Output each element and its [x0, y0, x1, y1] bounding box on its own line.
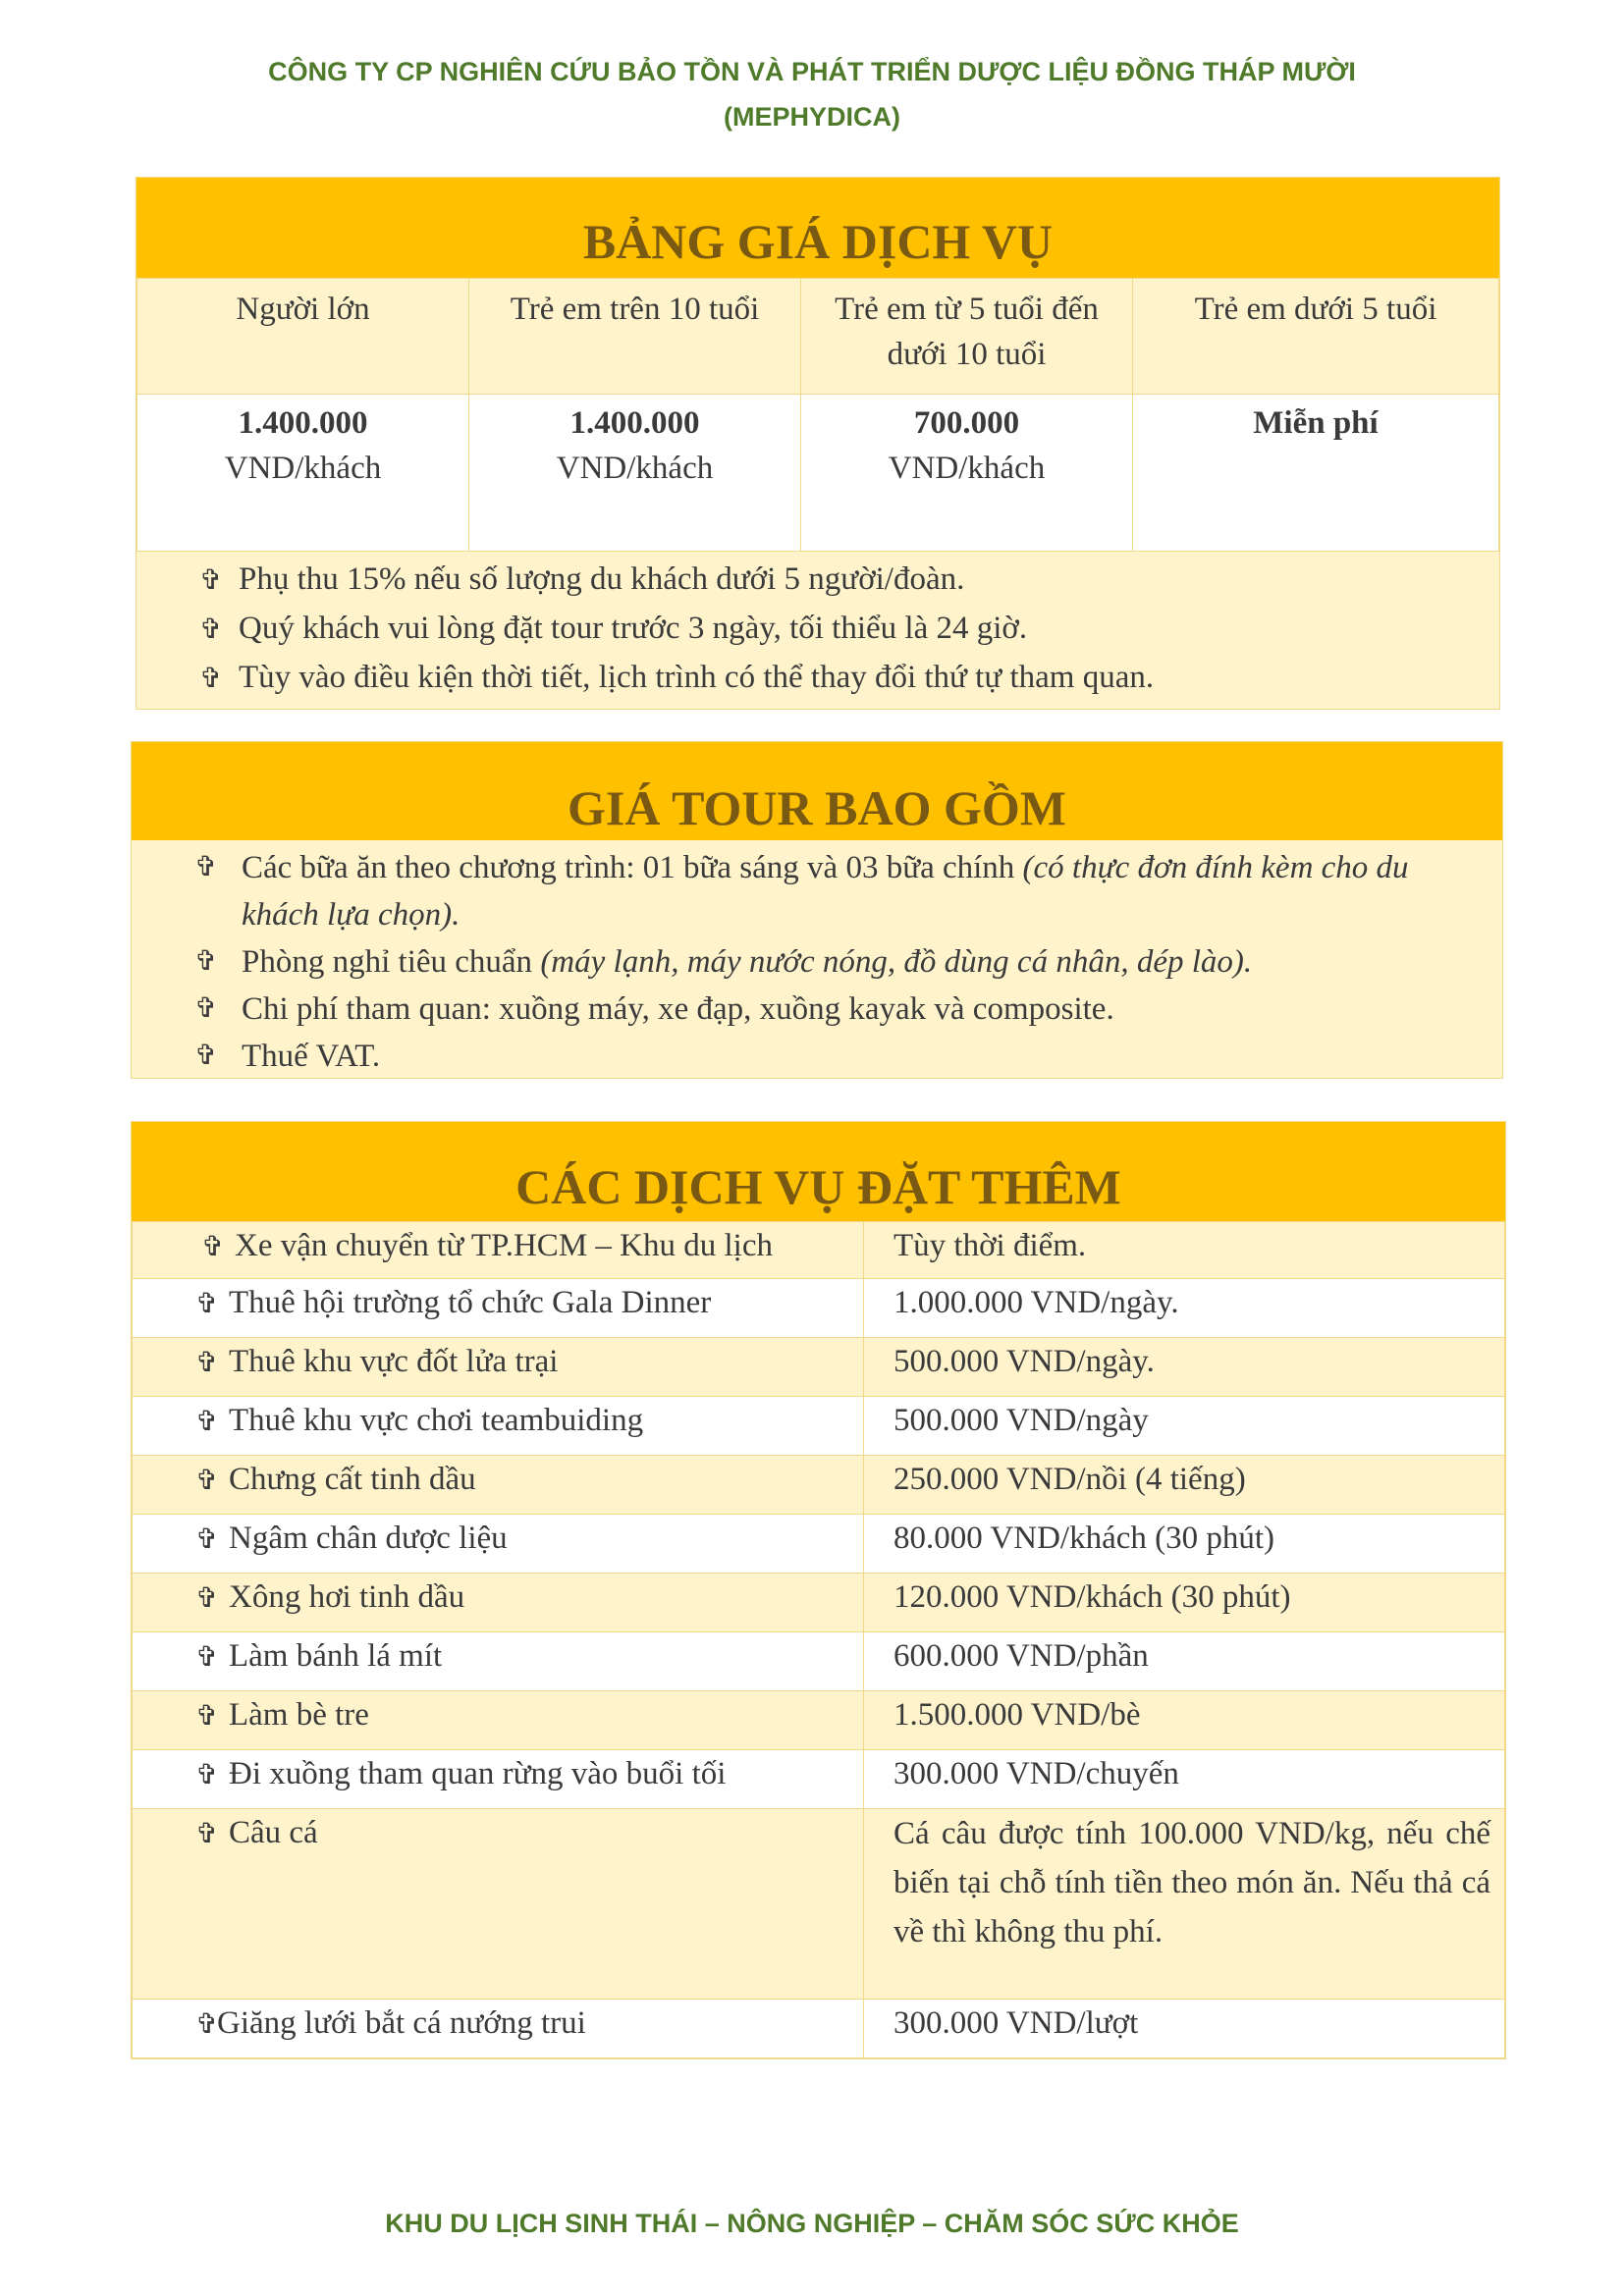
include-item: ✞ Các bữa ăn theo chương trình: 01 bữa sáng và 03 bữa chính (có thực đơn đính kèm cho du khách lựa chọn). [132, 844, 1502, 938]
service-row [133, 1691, 1505, 1750]
tour-includes-section [131, 741, 1503, 1079]
tour-includes-title: GIÁ TOUR BAO GỒM [132, 742, 1502, 840]
cross-bullet-icon: ✞ [195, 1701, 219, 1732]
service-price: 1.000.000 VND/ngày. [864, 1279, 1505, 1338]
price-col-child-5-10: Trẻ em từ 5 tuổi đến dưới 10 tuổi [801, 279, 1133, 395]
service-price: 500.000 VND/ngày. [864, 1338, 1505, 1397]
cross-bullet-icon: ✞ [195, 1819, 219, 1849]
include-item: ✞ Chi phí tham quan: xuồng máy, xe đạp, xuồng kayak và composite. [132, 986, 1502, 1033]
service-price: 250.000 VND/nồi (4 tiếng) [864, 1456, 1505, 1515]
price-value: 1.400.000 [569, 405, 700, 441]
price-unit: VND/khách [888, 451, 1046, 486]
cross-bullet-icon: ✞ [195, 1642, 219, 1673]
service-row [133, 2000, 1505, 2058]
include-item: ✞ Phòng nghỉ tiêu chuẩn (máy lạnh, máy nước nóng, đồ dùng cá nhân, dép lào). [132, 938, 1502, 986]
service-row [133, 1632, 1505, 1691]
cross-bullet-icon: ✞ [195, 1760, 219, 1790]
service-name: Thuê khu vực đốt lửa trại [229, 1344, 559, 1379]
service-price: 1.500.000 VND/bè [864, 1691, 1505, 1750]
service-name: Xe vận chuyển từ TP.HCM – Khu du lịch [235, 1228, 773, 1263]
price-col-adult: Người lớn [137, 279, 469, 395]
service-row [133, 1750, 1505, 1809]
cross-bullet-icon: ✞ [195, 1348, 219, 1378]
extra-services-table [132, 1221, 1505, 2058]
service-name: Thuê hội trường tổ chức Gala Dinner [229, 1285, 712, 1320]
service-price: 120.000 VND/khách (30 phút) [864, 1574, 1505, 1632]
service-name: Ngâm chân dược liệu [229, 1521, 508, 1556]
price-cell-adult [137, 395, 469, 552]
price-col-child-under-5: Trẻ em dưới 5 tuổi [1133, 279, 1499, 395]
price-value: Miễn phí [1253, 405, 1379, 441]
service-name: Làm bánh lá mít [229, 1638, 443, 1674]
price-cell-child-under-5 [1133, 395, 1499, 552]
note-item: ✞ Tùy vào điều kiện thời tiết, lịch trình có thể thay đổi thứ tự tham quan. [136, 654, 1499, 703]
service-price: 80.000 VND/khách (30 phút) [864, 1515, 1505, 1574]
price-cell-child-over-10 [469, 395, 801, 552]
cross-bullet-icon: ✞ [199, 614, 223, 645]
price-unit: VND/khách [556, 451, 714, 486]
service-name: Xông hơi tinh dầu [229, 1579, 465, 1615]
price-table-section [135, 177, 1500, 710]
service-row [133, 1574, 1505, 1632]
service-row [133, 1338, 1505, 1397]
service-row [133, 1809, 1505, 2000]
price-table-value-row [137, 395, 1499, 552]
service-name: Làm bè tre [229, 1697, 369, 1733]
note-item: ✞ Quý khách vui lòng đặt tour trước 3 ngày, tối thiểu là 24 giờ. [136, 605, 1499, 654]
cross-bullet-icon: ✞ [199, 664, 223, 694]
service-row [133, 1222, 1505, 1279]
cross-bullet-icon: ✞ [195, 1407, 219, 1437]
service-row [133, 1397, 1505, 1456]
service-row [133, 1456, 1505, 1515]
company-abbr: (MEPHYDICA) [724, 102, 900, 132]
extra-services-title: CÁC DỊCH VỤ ĐẶT THÊM [132, 1122, 1505, 1221]
service-price: 500.000 VND/ngày [864, 1397, 1505, 1456]
service-name: Chưng cất tinh dầu [229, 1462, 476, 1497]
company-name: CÔNG TY CP NGHIÊN CỨU BẢO TỒN VÀ PHÁT TRIỂN DƯỢC LIỆU ĐỒNG THÁP MƯỜI [268, 57, 1356, 86]
service-price: 300.000 VND/chuyến [864, 1750, 1505, 1809]
cross-bullet-icon: ✞ [195, 2009, 219, 2040]
service-name: Thuê khu vực chơi teambuiding [229, 1403, 644, 1438]
service-price: 300.000 VND/lượt [864, 2000, 1505, 2058]
service-row [133, 1515, 1505, 1574]
footer-tagline: KHU DU LỊCH SINH THÁI – NÔNG NGHIỆP – CHĂM SÓC SỨC KHỎE [385, 2209, 1239, 2238]
service-name: Giăng lưới bắt cá nướng trui [217, 2005, 586, 2041]
cross-bullet-icon: ✞ [195, 1466, 219, 1496]
cross-bullet-icon: ✞ [195, 1289, 219, 1319]
note-item: ✞ Phụ thu 15% nếu số lượng du khách dưới 5 người/đoàn. [136, 556, 1499, 605]
cross-bullet-icon: ✞ [194, 852, 218, 882]
cross-bullet-icon: ✞ [194, 993, 218, 1024]
cross-bullet-icon: ✞ [194, 946, 218, 977]
includes-list [132, 840, 1502, 1080]
price-unit: VND/khách [224, 451, 382, 486]
include-item: ✞ Thuế VAT. [132, 1033, 1502, 1080]
cross-bullet-icon: ✞ [194, 1041, 218, 1071]
price-cell-child-5-10 [801, 395, 1133, 552]
cross-bullet-icon: ✞ [199, 565, 223, 596]
service-name: Câu cá [229, 1815, 318, 1850]
price-table-header-row [137, 279, 1499, 395]
service-price: Tùy thời điểm. [864, 1222, 1505, 1279]
service-row [133, 1279, 1505, 1338]
company-header [0, 49, 1624, 139]
price-col-child-over-10: Trẻ em trên 10 tuổi [469, 279, 801, 395]
extra-services-section [131, 1121, 1506, 2059]
cross-bullet-icon: ✞ [195, 1583, 219, 1614]
cross-bullet-icon: ✞ [195, 1524, 219, 1555]
service-price: Cá câu được tính 100.000 VND/kg, nếu chế biến tại chỗ tính tiền theo món ăn. Nếu thả cá về thì không thu phí. [864, 1809, 1505, 2000]
cross-bullet-icon: ✞ [201, 1232, 225, 1262]
price-value: 1.400.000 [238, 405, 368, 441]
price-notes [136, 552, 1499, 709]
service-name: Đi xuồng tham quan rừng vào buổi tối [229, 1756, 727, 1791]
price-table-title: BẢNG GIÁ DỊCH VỤ [136, 178, 1499, 278]
service-price: 600.000 VND/phần [864, 1632, 1505, 1691]
price-value: 700.000 [913, 405, 1020, 441]
price-table [136, 278, 1499, 552]
